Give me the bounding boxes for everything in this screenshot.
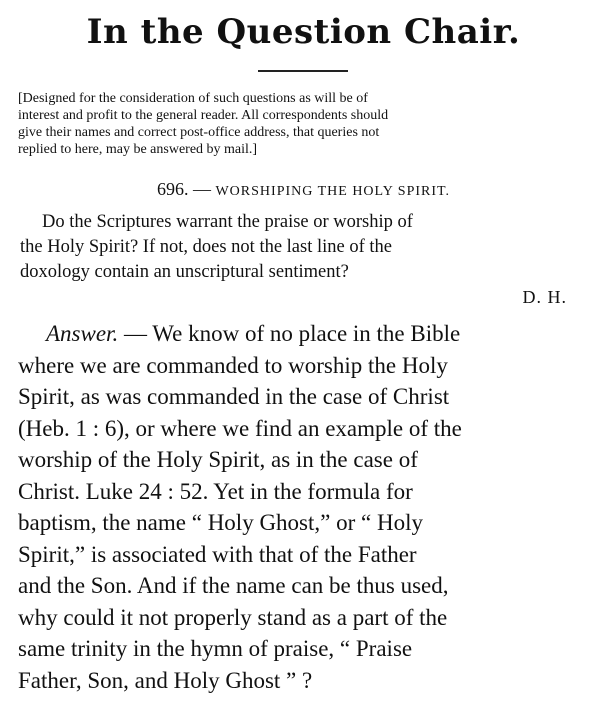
notice-line: interest and profit to the general reader. All correspondents should — [18, 108, 389, 123]
question-line: the Holy Spirit? If not, does not the last line of the — [20, 237, 392, 257]
notice-line: [Designed for the consideration of such questions as will be of — [18, 91, 368, 106]
editorial-notice — [18, 90, 590, 158]
answer-line: where we are commanded to worship the Holy — [18, 352, 448, 378]
answer-first-line — [18, 318, 593, 350]
answer-label: Answer. — [46, 321, 119, 346]
answer-line: (Heb. 1 : 6), or where we find an example of the — [18, 415, 462, 441]
notice-line: give their names and correct post-office address, that queries not — [18, 125, 380, 140]
answer-line: Spirit,” is associated with that of the Father — [18, 541, 417, 567]
answer-text — [18, 318, 593, 696]
question-text — [20, 210, 590, 285]
answer-line: Spirit, as was commanded in the case of Christ — [18, 384, 450, 409]
question-heading — [0, 178, 607, 203]
notice-line: replied to here, may be answered by mail.] — [18, 142, 258, 157]
question-title: WORSHIPING THE HOLY SPIRIT. — [215, 184, 451, 199]
question-line: Do the Scriptures warrant the praise or worship of — [42, 212, 413, 232]
question-number: 696. — — [156, 179, 216, 199]
masthead-title: In the Question Chair. — [86, 12, 521, 52]
answer-line: Father, Son, and Holy Ghost ” ? — [18, 667, 313, 693]
masthead-rule — [258, 70, 348, 72]
column-masthead — [0, 10, 607, 54]
question-line: doxology contain an unscriptural sentiment? — [20, 262, 349, 282]
answer-line: Christ. Luke 24 : 52. Yet in the formula for — [18, 478, 413, 504]
answer-line: why could it not properly stand as a part of the — [18, 604, 448, 630]
answer-line: same trinity in the hymn of praise, “ Praise — [18, 636, 413, 661]
answer-line: worship of the Holy Spirit, as in the case of — [18, 447, 418, 472]
answer-first-line-rest: — We know of no place in the Bible — [118, 321, 461, 346]
question-signature: D. H. — [522, 287, 567, 307]
answer-line: baptism, the name “ Holy Ghost,” or “ Holy — [18, 510, 423, 535]
answer-line: and the Son. And if the name can be thus used, — [18, 573, 449, 598]
